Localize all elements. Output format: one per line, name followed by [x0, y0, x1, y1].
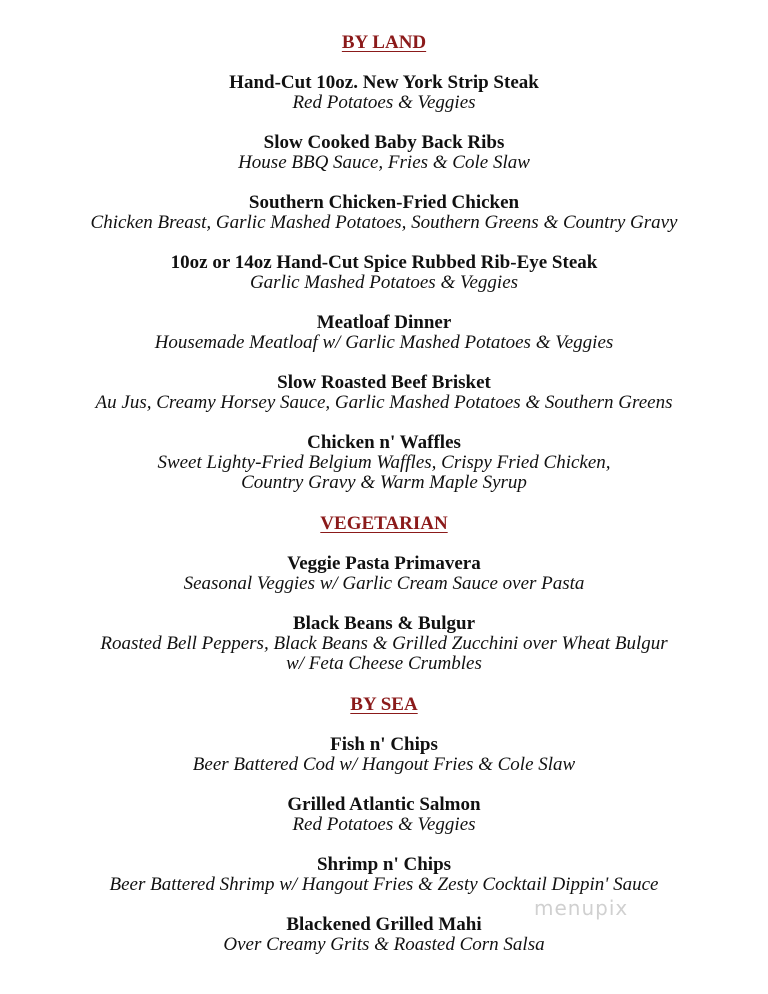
item-name: Fish n' Chips — [330, 734, 438, 755]
item-description: Over Creamy Grits & Roasted Corn Salsa — [223, 934, 545, 955]
item-description: Chicken Breast, Garlic Mashed Potatoes, Southern Greens & Country Gravy — [90, 212, 678, 233]
item-name: 10oz or 14oz Hand-Cut Spice Rubbed Rib-Eye Steak — [170, 252, 598, 273]
menu-item — [0, 313, 768, 353]
section-title-by-land: BY LAND — [341, 32, 427, 53]
menu-item — [0, 373, 768, 413]
item-name: Chicken n' Waffles — [307, 432, 461, 453]
menu-item — [0, 614, 768, 674]
menu-item — [0, 554, 768, 594]
item-name: Blackened Grilled Mahi — [286, 914, 482, 935]
item-name: Veggie Pasta Primavera — [287, 553, 481, 574]
section-title-vegetarian: VEGETARIAN — [320, 513, 448, 534]
menu-item — [0, 795, 768, 835]
item-description: Roasted Bell Peppers, Black Beans & Grilled Zucchini over Wheat Bulgur — [100, 633, 668, 654]
item-name: Slow Cooked Baby Back Ribs — [263, 132, 505, 153]
menu-item — [0, 915, 768, 955]
menu-item — [0, 433, 768, 493]
watermark-text: menupix — [534, 896, 629, 920]
menu-item — [0, 253, 768, 293]
menu-item — [0, 193, 768, 233]
item-description: Au Jus, Creamy Horsey Sauce, Garlic Mashed Potatoes & Southern Greens — [95, 392, 673, 413]
item-description: w/ Feta Cheese Crumbles — [286, 653, 482, 674]
item-description: Beer Battered Cod w/ Hangout Fries & Cole Slaw — [192, 754, 576, 775]
section-title-by-sea: BY SEA — [350, 694, 418, 715]
item-name: Slow Roasted Beef Brisket — [277, 372, 491, 393]
menu-item — [0, 855, 768, 895]
menu-item — [0, 735, 768, 775]
item-description: House BBQ Sauce, Fries & Cole Slaw — [238, 152, 530, 173]
item-description: Red Potatoes & Veggies — [292, 814, 476, 835]
item-description: Red Potatoes & Veggies — [292, 92, 476, 113]
menu-item — [0, 73, 768, 113]
item-name: Shrimp n' Chips — [316, 854, 452, 875]
menu-item — [0, 133, 768, 173]
item-name: Meatloaf Dinner — [316, 312, 452, 333]
item-description: Country Gravy & Warm Maple Syrup — [241, 472, 527, 493]
item-description: Housemade Meatloaf w/ Garlic Mashed Potatoes & Veggies — [154, 332, 614, 353]
item-description: Seasonal Veggies w/ Garlic Cream Sauce over Pasta — [183, 573, 585, 594]
item-description: Garlic Mashed Potatoes & Veggies — [249, 272, 519, 293]
item-description: Beer Battered Shrimp w/ Hangout Fries & Zesty Cocktail Dippin' Sauce — [109, 874, 659, 895]
item-name: Hand-Cut 10oz. New York Strip Steak — [229, 72, 539, 93]
item-name: Black Beans & Bulgur — [292, 613, 476, 634]
item-name: Southern Chicken-Fried Chicken — [248, 192, 520, 213]
item-description: Sweet Lighty-Fried Belgium Waffles, Crispy Fried Chicken, — [157, 452, 611, 473]
item-name: Grilled Atlantic Salmon — [287, 794, 481, 815]
